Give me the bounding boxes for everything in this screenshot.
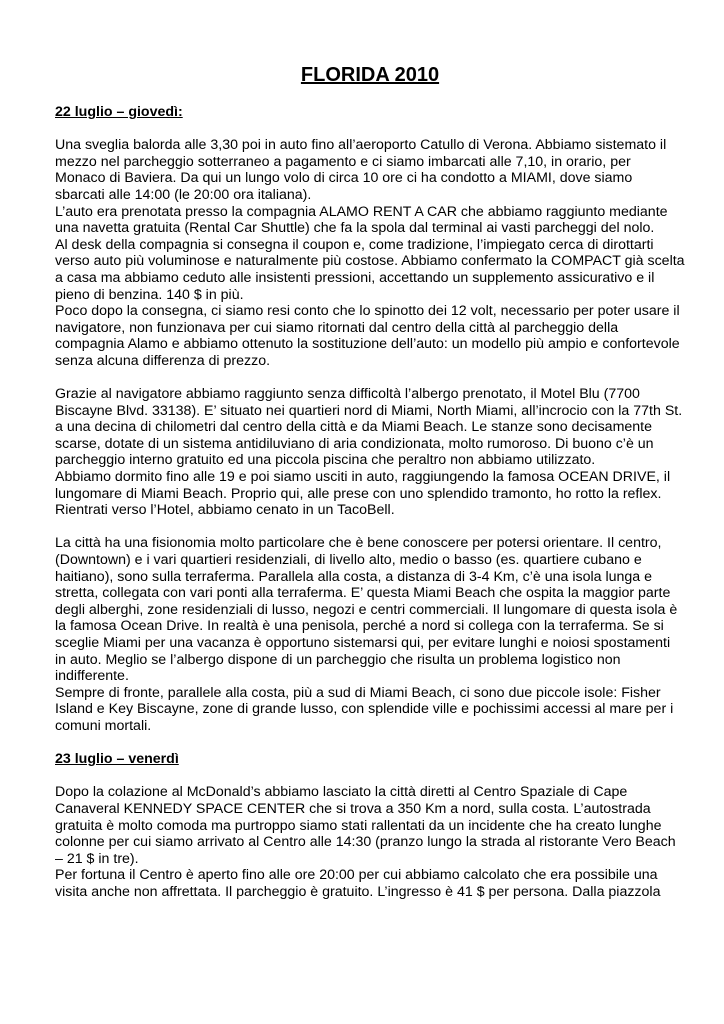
paragraph: L’auto era prenotata presso la compagnia ALAMO RENT A CAR che abbiamo raggiunto mediante una navetta gratuita (Rental Car Shuttle) che fa la spola dal terminal ai vasti parcheggi del nolo. [55, 203, 668, 237]
paragraph-spacer [55, 519, 685, 536]
document-page [55, 62, 685, 901]
paragraph: Per fortuna il Centro è aperto fino alle ore 20:00 per cui abbiamo calcolato che era possibile una visita anche non affrettata. Il parcheggio è gratuito. L’ingresso è 41 $ per persona. Dalla piazzola [55, 867, 661, 900]
paragraph: Poco dopo la consegna, ci siamo resi conto che lo spinotto dei 12 volt, necessario per poter usare il navigatore, non funzionava per cui siamo ritornati dal centro della città al parcheggio della compagnia Alamo e abbiamo ottenuto la sostituzione dell’auto: un modello più ampio e confortevole senza alcuna differenza di prezzo. [55, 303, 680, 369]
paragraph-spacer [55, 370, 685, 387]
document-title: FLORIDA 2010 [300, 64, 440, 86]
paragraph: Dopo la colazione al McDonald’s abbiamo lasciato la città diretti al Centro Spaziale di Cape Canaveral KENNEDY SPACE CENTER che si trova a 350 Km a nord, sulla costa. L’autostrada gratuita è molto comoda ma purtroppo siamo stati rallentati da un incidente che ha creato lunghe colonne per cui siamo arrivato al Centro alle 14:30 (pranzo lungo la strada al ristorante Vero Beach – 21 $ in tre). [55, 784, 676, 867]
paragraph: Una sveglia balorda alle 3,30 poi in auto fino all’aeroporto Catullo di Verona. Abbiamo sistemato il mezzo nel parcheggio sotterraneo a pagamento e ci siamo imbarcati alle 7,10, in orario, per Monaco di Baviera. Da qui un lungo volo di circa 10 ore ci ha condotto a MIAMI, dove siamo sbarcati alle 14:00 (le 20:00 ora italiana). [55, 137, 667, 203]
paragraph: Grazie al navigatore abbiamo raggiunto senza difficoltà l’albergo prenotato, il Motel Blu (7700 Biscayne Blvd. 33138). E’ situato nei quartieri nord di Miami, North Miami, all’incrocio con la 77th St. a una decina di chilometri dal centro della città e da Miami Beach. Le stanze sono decisamente scarse, dotate di un sistema antidiluviano di aria condizionata, molto rumoroso. Di buono c’è un parcheggio interno gratuito ed una piccola piscina che peraltro non abbiamo utilizzato. [55, 386, 683, 469]
section-heading: 22 luglio – giovedì: [55, 104, 183, 120]
section-23-luglio [55, 751, 685, 900]
paragraph: Sempre di fronte, parallele alla costa, più a sud di Miami Beach, ci sono due piccole isole: Fisher Island e Key Biscayne, zone di grande lusso, con splendide ville e pochissimi accessi al mare per i comuni mortali. [55, 684, 674, 734]
paragraph: Al desk della compagnia si consegna il coupon e, come tradizione, l’impiegato cerca di dirottarti verso auto più voluminose e naturalmente più costose. Abbiamo confermato la COMPACT già scelta a casa ma abbiamo ceduto alle insistenti pressioni, accettando un supplemento assicurativo e il pieno di benzina. 140 $ in più. [55, 236, 685, 303]
paragraph-spacer [55, 735, 685, 752]
section-heading: 23 luglio – venerdì [55, 751, 179, 768]
section-22-luglio [55, 104, 685, 751]
paragraph: Abbiamo dormito fino alle 19 e poi siamo usciti in auto, raggiungendo la famosa OCEAN DRIVE, il lungomare di Miami Beach. Proprio qui, alle prese con uno splendido tramonto, ho rotto la reflex. Rientrati verso l’Hotel, abbiamo cenato in un TacoBell. [55, 469, 671, 519]
paragraph: La città ha una fisionomia molto particolare che è bene conoscere per potersi orientare. Il centro, (Downtown) e i vari quartieri residenziali, di livello alto, medio o basso (es. quartiere cubano e haitiano), sono sulla terraferma. Parallela alla costa, a distanza di 3-4 Km, c’è una isola lunga e stretta, collegata con vari ponti alla terraferma. E’ questa Miami Beach che ospita la maggior parte degli alberghi, zone residenziali di lusso, negozi e centri commerciali. Il lungomare di questa isola è la famosa Ocean Drive. In realtà è una penisola, perché a nord si collega con la terraferma. Se si sceglie Miami per una vacanza è opportuno sistemarsi qui, per evitare lunghi e noiosi spostamenti in auto. Meglio se l’albergo dispone di un parcheggio che risulta un problema logistico non indifferente. [55, 535, 678, 685]
